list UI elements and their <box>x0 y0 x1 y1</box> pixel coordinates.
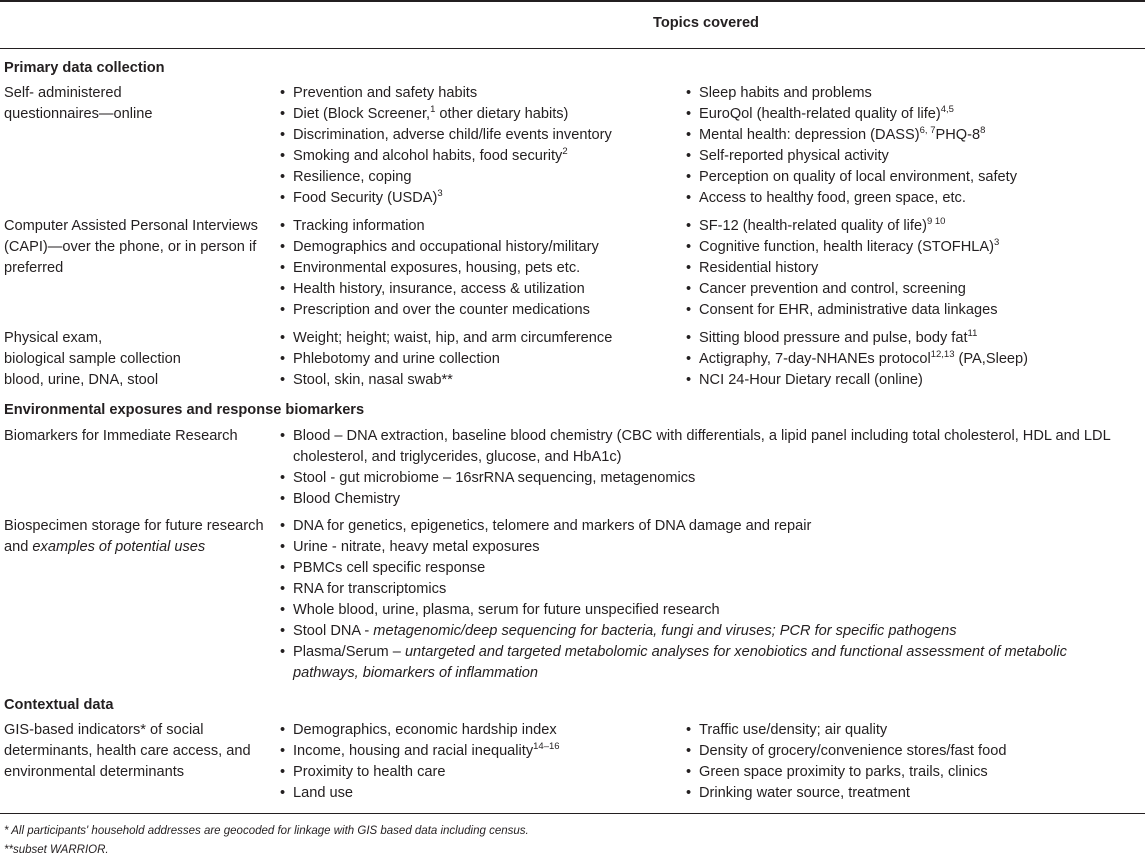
section-title: Contextual data <box>4 697 114 713</box>
topics-column-2 <box>685 328 1028 391</box>
list-item: • Health history, insurance, access & utilization <box>279 279 599 300</box>
list-item: • Whole blood, urine, plasma, serum for future unspecified research <box>279 600 1067 621</box>
list-item: • Cancer prevention and control, screening <box>685 279 999 300</box>
topics-column-1 <box>279 216 599 321</box>
list-item: • Residential history <box>685 258 999 279</box>
list-item: • Consent for EHR, administrative data linkages <box>685 300 999 321</box>
list-item: • Stool, skin, nasal swab** <box>279 370 612 391</box>
list-item: • DNA for genetics, epigenetics, telomere and markers of DNA damage and repair <box>279 516 1067 537</box>
row-label: Biospecimen storage for future research and examples of potential uses <box>4 518 264 555</box>
row-label: GIS-based indicators* of social determinants, health care access, and environmental determinants <box>4 722 251 780</box>
list-item: • Phlebotomy and urine collection <box>279 349 612 370</box>
topics-column-2 <box>685 83 1017 209</box>
list-item: • Food Security (USDA)$^3$ <box>279 188 612 209</box>
list-item: • Resilience, coping <box>279 167 612 188</box>
bottom-rule <box>0 813 1145 814</box>
list-item: • Density of grocery/convenience stores/fast food <box>685 741 1006 762</box>
list-item: • Prevention and safety habits <box>279 83 612 104</box>
topics-column-1 <box>279 328 612 391</box>
list-item: • Stool - gut microbiome – 16srRNA sequencing, metagenomics <box>279 468 1111 489</box>
list-item: • Environmental exposures, housing, pets etc. <box>279 258 599 279</box>
footnote: **subset WARRIOR. <box>4 844 109 856</box>
list-item: • Discrimination, adverse child/life events inventory <box>279 125 612 146</box>
biospecimen-list <box>279 516 1067 684</box>
list-item: • RNA for transcriptomics <box>279 579 1067 600</box>
section-title: Primary data collection <box>4 60 165 76</box>
list-item: • Sitting blood pressure and pulse, body fat$^{11}$ <box>685 328 1028 349</box>
list-item: • Sleep habits and problems <box>685 83 1017 104</box>
list-item: • Income, housing and racial inequality$^{14-16}$ <box>279 741 560 762</box>
row-label: Physical exam, biological sample collection blood, urine, DNA, stool <box>4 330 181 388</box>
list-item: • Traffic use/density; air quality <box>685 720 1006 741</box>
list-item: • Actigraphy, 7-day-NHANEs protocol$^{12,13}$ (PA,Sleep) <box>685 349 1028 370</box>
list-item: • Demographics, economic hardship index <box>279 720 560 741</box>
list-item: • Tracking information <box>279 216 599 237</box>
list-item: • Proximity to health care <box>279 762 560 783</box>
section-title: Environmental exposures and response biomarkers <box>4 402 365 418</box>
row-label: Self- administered questionnaires—online <box>4 85 153 122</box>
top-rule <box>0 0 1145 2</box>
list-item: • Green space proximity to parks, trails, clinics <box>685 762 1006 783</box>
row-label: Biomarkers for Immediate Research <box>4 428 238 444</box>
topics-column-2 <box>685 216 999 321</box>
list-item: • Land use <box>279 783 560 804</box>
list-item: • Blood – DNA extraction, baseline blood chemistry (CBC with differentials, a lipid panel including total cholesterol, HDL and LDL cholesterol, and triglycerides, glucose, and HbA1c) <box>279 426 1111 468</box>
header-title: Topics covered <box>653 15 759 31</box>
biomarkers-list <box>279 426 1111 510</box>
list-item: • Prescription and over the counter medications <box>279 300 599 321</box>
list-item: • Self-reported physical activity <box>685 146 1017 167</box>
list-item: • Cognitive function, health literacy (STOFHLA)$^3$ <box>685 237 999 258</box>
list-item: • Perception on quality of local environment, safety <box>685 167 1017 188</box>
list-item: • PBMCs cell specific response <box>279 558 1067 579</box>
list-item: • NCI 24-Hour Dietary recall (online) <box>685 370 1028 391</box>
list-item: • Demographics and occupational history/military <box>279 237 599 258</box>
list-item: • EuroQol (health-related quality of life)$^{4,5}$ <box>685 104 1017 125</box>
topics-column-2 <box>685 720 1006 804</box>
list-item: • SF-12 (health-related quality of life)$^{9 10}$ <box>685 216 999 237</box>
list-item: • Stool DNA - metagenomic/deep sequencing for bacteria, fungi and viruses; PCR for specific pathogens <box>279 621 1067 642</box>
row-label: Computer Assisted Personal Interviews (CAPI)—over the phone, or in person if preferred <box>4 218 258 276</box>
list-item: • Smoking and alcohol habits, food security$^2$ <box>279 146 612 167</box>
list-item: • Plasma/Serum – untargeted and targeted metabolomic analyses for xenobiotics and functional assessment of metabolic pathways, biomarkers of inflammation <box>279 642 1067 684</box>
list-item: • Blood Chemistry <box>279 489 1111 510</box>
header-rule <box>0 48 1145 49</box>
list-item: • Weight; height; waist, hip, and arm circumference <box>279 328 612 349</box>
footnotes <box>4 822 529 860</box>
list-item: • Urine - nitrate, heavy metal exposures <box>279 537 1067 558</box>
list-item: • Access to healthy food, green space, etc. <box>685 188 1017 209</box>
topics-column-1 <box>279 83 612 209</box>
list-item: • Mental health: depression $(DASS)^{6, 7}PHQ-8^8$ <box>685 125 1017 146</box>
list-item: • Drinking water source, treatment <box>685 783 1006 804</box>
list-item: • Diet (Block Screener,$^1$ other dietary habits) <box>279 104 612 125</box>
topics-column-1 <box>279 720 560 804</box>
footnote: * All participants' household addresses are geocoded for linkage with GIS based data including census. <box>4 825 529 837</box>
